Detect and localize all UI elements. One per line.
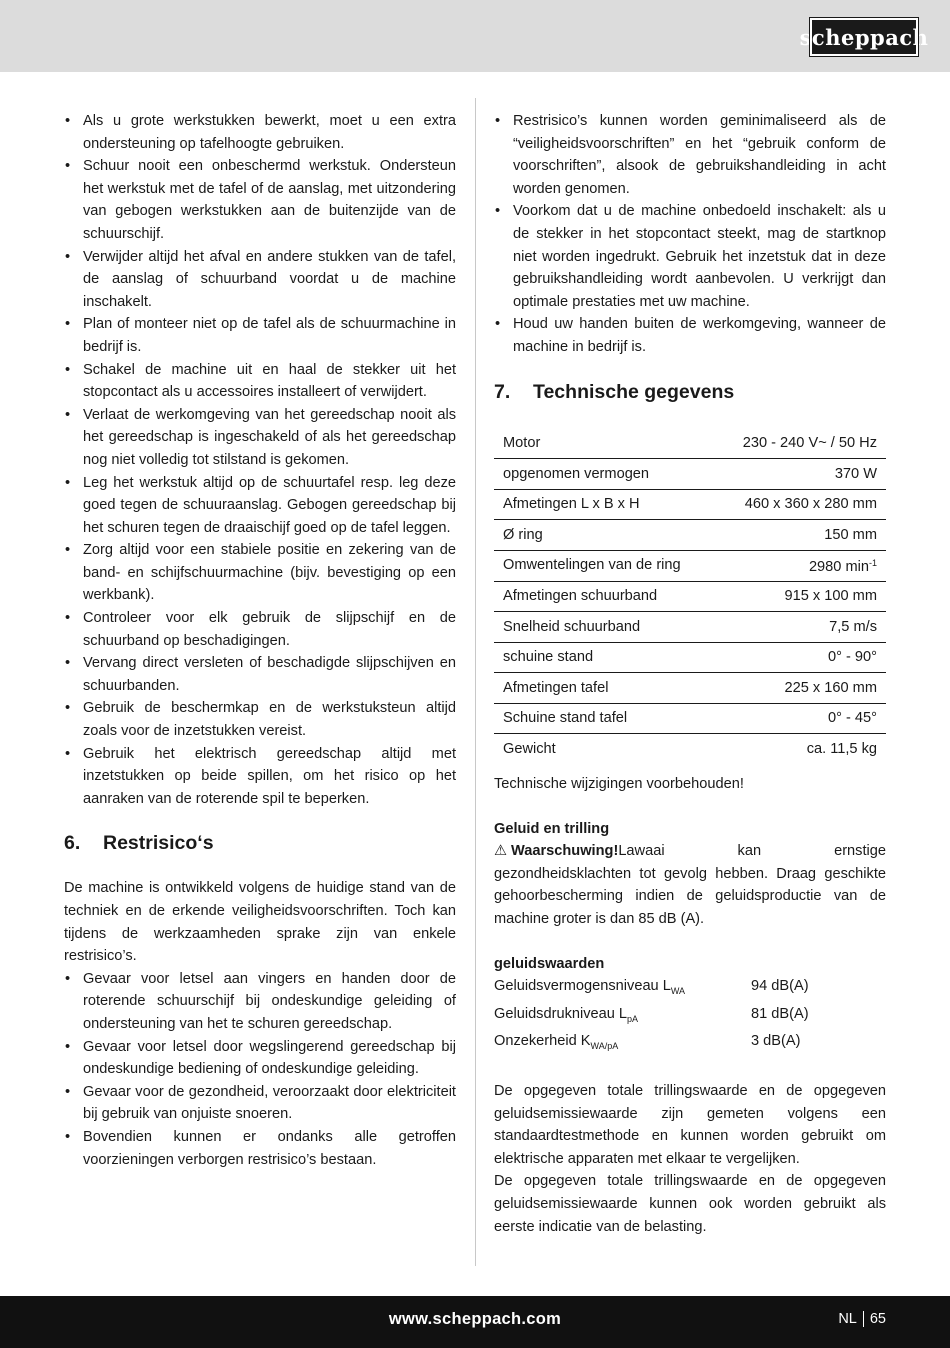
list-item: • Als u grote werkstukken bewerkt, moet u een extra ondersteuning op tafelhoogte gebruiken. [64, 110, 456, 155]
spec-unit-superscript: -1 [868, 558, 877, 569]
spec-row [494, 429, 886, 459]
safety-list [64, 110, 456, 810]
header-band [0, 0, 950, 72]
specs-table [494, 429, 886, 765]
spec-value-text: 150 mm [824, 526, 877, 543]
noise-label: Geluidsvermogensniveau L [494, 978, 671, 995]
list-item: • Schuur nooit een onbeschermd werkstuk. Ondersteun het werkstuk met de tafel of de aanslag, met uitzondering van gebogen werkstukken aan de buitenzijde van de schuurschijf. [64, 155, 456, 245]
list-item: • Plan of monteer niet op de tafel als de schuurmachine in bedrijf is. [64, 313, 456, 358]
warning-icon: ⚠ [494, 843, 508, 860]
noise-row [494, 975, 886, 1003]
noise-heading: Geluid en trilling [494, 820, 610, 837]
spec-row [494, 642, 886, 673]
list-item: • Vervang direct versleten of beschadigde slijpschijven en schuurbanden. [64, 652, 456, 697]
warning-label: Waarschuwing! [511, 843, 619, 860]
left-column [64, 110, 456, 1171]
section-7-heading [494, 379, 886, 405]
section-title: Technische gegevens [533, 380, 735, 403]
list-item: • Gebruik de beschermkap en de werkstuksteun altijd zoals voor de inzetstukken vereist. [64, 697, 456, 742]
spec-label: Ø ring [503, 526, 543, 543]
spec-value-text: 915 x 100 mm [784, 588, 877, 604]
section-6-intro: De machine is ontwikkeld volgens de huidige stand van de techniek en de erkende veiligheidsvoorschriften. Toch kan tijdens de werkzaamheden sprake zijn van enkele restrisico’s. [64, 880, 456, 965]
noise-label: Geluidsdrukniveau L [494, 1005, 628, 1022]
spec-label: Omwentelingen van de ring [503, 557, 681, 574]
spec-value-text: 460 x 360 x 280 mm [744, 496, 877, 513]
column-divider [475, 98, 476, 1266]
page-number: 65 [869, 1311, 886, 1327]
warning-text: Lawaai kan ernstige gezondheidsklachten tot gevolg hebben. Draag geschikte gehoorbescherming indien de geluidsproductie van de machine groter is dan 85 dB (A). [494, 843, 886, 928]
list-item: • Houd uw handen buiten de werkomgeving, wanneer de machine in bedrijf is. [494, 313, 886, 358]
list-item: • Restrisico’s kunnen worden geminimaliseerd als de “veiligheidsvoorschriften” en het “gebruik conform de voorschriften”, alsook de gebruikshandleiding in acht worden genomen. [494, 110, 886, 200]
list-item: • Leg het werkstuk altijd op de schuurtafel resp. leg deze goed tegen de schuuraanslag. Gebogen gereedschap bij het schuren tegen de draaischijf goed op de tafel leggen. [64, 472, 456, 540]
spec-value [714, 550, 886, 581]
spec-value [714, 734, 886, 764]
specs-note: Technische wijzigingen voorbehouden! [494, 776, 744, 793]
spec-value-text: 230 - 240 V~ / 50 Hz [742, 435, 877, 452]
page-indicator [838, 1311, 886, 1327]
right-column [494, 110, 886, 1238]
spec-row [494, 489, 886, 520]
risk-list [64, 968, 456, 1171]
noise-value: 94 dB(A) [751, 978, 809, 995]
list-item: • Gevaar voor de gezondheid, veroorzaakt door elektriciteit bij gebruik van onjuiste snoeren. [64, 1081, 456, 1126]
spec-value-text: 370 W [834, 465, 877, 482]
spec-value-text: 7,5 m/s [829, 618, 877, 635]
brand-logo: scheppach [810, 18, 918, 56]
list-item: • Zorg altijd voor een stabiele positie en zekering van de band- en schijfschuurmachine (bijv. bevestiging op een werkbank). [64, 539, 456, 607]
spec-value [714, 581, 886, 612]
spec-label: Snelheid schuurband [503, 618, 641, 635]
section-title: Restrisico‘s [103, 832, 214, 855]
noise-subscript: WA/pA [590, 1041, 619, 1052]
spec-row [494, 459, 886, 490]
spec-label: Afmetingen schuurband [503, 588, 658, 604]
section-6-heading [64, 830, 456, 856]
noise-values [494, 975, 886, 1058]
language-code: NL [838, 1311, 857, 1327]
warning-paragraph [494, 840, 886, 930]
spec-label: Afmetingen L x B x H [503, 496, 640, 513]
spec-value-text: 0° - 45° [828, 710, 877, 727]
spec-label: Schuine stand tafel [503, 710, 628, 727]
spec-row [494, 550, 886, 581]
spec-value [714, 673, 886, 704]
spec-value [714, 612, 886, 643]
spec-value [714, 489, 886, 520]
list-item: • Gevaar voor letsel door wegslingerend gereedschap bij ondeskundige bediening of ondeskundige geleiding. [64, 1036, 456, 1081]
noise-subscript: WA [670, 986, 686, 997]
spec-value [714, 429, 886, 459]
spec-row [494, 673, 886, 704]
footer-website-link[interactable]: www.scheppach.com [388, 1310, 562, 1328]
spec-value-text: 225 x 160 mm [784, 679, 877, 696]
spec-row [494, 703, 886, 734]
vibration-paragraph-1: De opgegeven totale trillingswaarde en de opgegeven geluidsemissiewaarde zijn gemeten volgens een standaardtestmethode en kunnen worden gebruikt om elektrische apparaten met elkaar te vergelijken. [494, 1083, 886, 1167]
spec-label: opgenomen vermogen [503, 465, 650, 482]
page-separator [863, 1311, 864, 1327]
spec-label: schuine stand [503, 649, 594, 666]
spec-label: Afmetingen tafel [503, 679, 609, 696]
noise-row [494, 1003, 886, 1031]
noise-value: 3 dB(A) [751, 1033, 801, 1050]
list-item: • Bovendien kunnen er ondanks alle getroffen voorzieningen verborgen restrisico’s bestaan. [64, 1126, 456, 1171]
footer-bar [0, 1296, 950, 1348]
list-item: • Gebruik het elektrisch gereedschap altijd met inzetstukken op beide spillen, om het risico op het aanraken van de roterende spil te beperken. [64, 743, 456, 811]
noise-row [494, 1030, 886, 1058]
list-item: • Schakel de machine uit en haal de stekker uit het stopcontact als u accessoires installeert of verwijdert. [64, 359, 456, 404]
noise-label: Onzekerheid K [494, 1033, 591, 1050]
noise-value: 81 dB(A) [751, 1005, 809, 1022]
vibration-paragraph-2: De opgegeven totale trillingswaarde en de opgegeven geluidsemissiewaarde kunnen ook worden gebruikt als eerste indicatie van de belasting. [494, 1173, 886, 1235]
list-item: • Voorkom dat u de machine onbedoeld inschakelt: als u de stekker in het stopcontact steekt, mag de startknop niet worden ingedrukt. Gebruik het inzetstuk dat in deze gebruikshandleiding wordt aanbevolen. U verkrijgt dan optimale prestaties met uw machine. [494, 200, 886, 313]
spec-value [714, 703, 886, 734]
spec-value [714, 520, 886, 551]
section-number: 7. [494, 380, 511, 403]
list-item: • Gevaar voor letsel aan vingers en handen door de roterende schuurschijf bij ondeskundige geleiding of ondersteuning van het te schuren gereedschap. [64, 968, 456, 1036]
spec-row [494, 581, 886, 612]
spec-value-text: 2980 min [808, 559, 869, 576]
list-item: • Verlaat de werkomgeving van het gereedschap nooit als het gereedschap is ingeschakeld of als het gereedschap nog niet volledig tot stilstand is gekomen. [64, 404, 456, 472]
list-item: • Controleer voor elk gebruik de slijpschijf en de schuurband op beschadigingen. [64, 607, 456, 652]
spec-row [494, 734, 886, 764]
spec-value [714, 459, 886, 490]
spec-label: Gewicht [503, 740, 556, 757]
spec-value-text: 0° - 90° [828, 649, 877, 666]
spec-row [494, 520, 886, 551]
risk-mitigation-list [494, 110, 886, 359]
spec-value-text: ca. 11,5 kg [806, 740, 877, 757]
spec-value [714, 642, 886, 673]
spec-row [494, 612, 886, 643]
list-item: • Verwijder altijd het afval en andere stukken van de tafel, de aanslag of schuurband voordat u de machine inschakelt. [64, 246, 456, 314]
noise-values-heading: geluidswaarden [494, 955, 605, 972]
noise-subscript: pA [627, 1013, 639, 1024]
section-number: 6. [64, 832, 81, 855]
spec-label: Motor [503, 435, 541, 452]
